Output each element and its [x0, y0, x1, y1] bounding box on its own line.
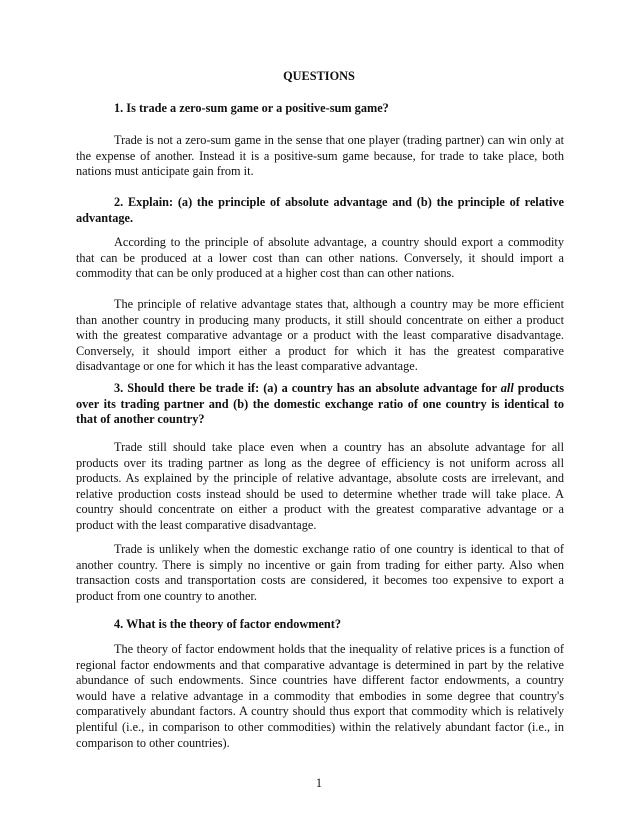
question-1: 1. Is trade a zero-sum game or a positive-sum game? — [114, 101, 389, 115]
answer-3-exchange-ratio: Trade is unlikely when the domestic exchange ratio of one country is identical to that of another country. There is simply no incentive or gain from trading for either party. Also when transaction costs and transportation costs are considered, it becomes too expensive to export a product from one country to another. — [76, 542, 564, 603]
question-3 — [76, 381, 564, 428]
page-number: 1 — [315, 776, 323, 790]
question-2: 2. Explain: (a) the principle of absolute advantage and (b) the principle of relative advantage. — [76, 195, 564, 225]
answer-4: The theory of factor endowment holds that the inequality of relative prices is a function of regional factor endowments and that comparative advantage is determined in part by the relative abundance of such endowments. Since countries have different factor endowments, a country would have a relative advantage in a commodity that embodies in some degree that country's comparatively abundant factors. A country should thus export that commodity which is relatively plentiful (i.e., in comparison to other commodities) within the relatively abundant factor (i.e., in comparison to other countries). — [76, 642, 564, 750]
answer-1: Trade is not a zero-sum game in the sense that one player (trading partner) can win only at the expense of another. Instead it is a positive-sum game because, for trade to take place, both nations must anticipate gain from it. — [76, 133, 564, 179]
answer-3-absolute: Trade still should take place even when a country has an absolute advantage for all products over its trading partner as long as the degree of efficiency is not uniform across all products. As explained by the principle of relative advantage, absolute costs are irrelevant, and relative production costs instead should be used to determine whether trade will take place. A country should concentrate on either a product with the greatest comparative advantage or a product with the least comparative disadvantage. — [76, 440, 564, 532]
question-3-part-a: 3. Should there be trade if: (a) a country has an absolute advantage for — [114, 381, 501, 395]
question-3-part-b: products over its trading partner and (b) the domestic exchange ratio of one country is identical to that of another country? — [76, 381, 564, 427]
question-3-emphasis: all — [500, 381, 514, 395]
question-4: 4. What is the theory of factor endowment? — [114, 617, 342, 631]
page-heading: QUESTIONS — [283, 69, 355, 83]
answer-2-absolute: According to the principle of absolute advantage, a country should export a commodity that can be produced at a lower cost than can other nations. Conversely, it should import a commodity that can be only produced at a higher cost than can other nations. — [76, 235, 564, 281]
answer-2-relative: The principle of relative advantage states that, although a country may be more efficient than another country in producing many products, it still should concentrate on either a product with the greatest comparative advantage or a product with the least comparative disadvantage. Conversely, it should import either a product for which it has the greatest comparative disadvantage or one for which it has the least comparative advantage. — [76, 297, 564, 374]
